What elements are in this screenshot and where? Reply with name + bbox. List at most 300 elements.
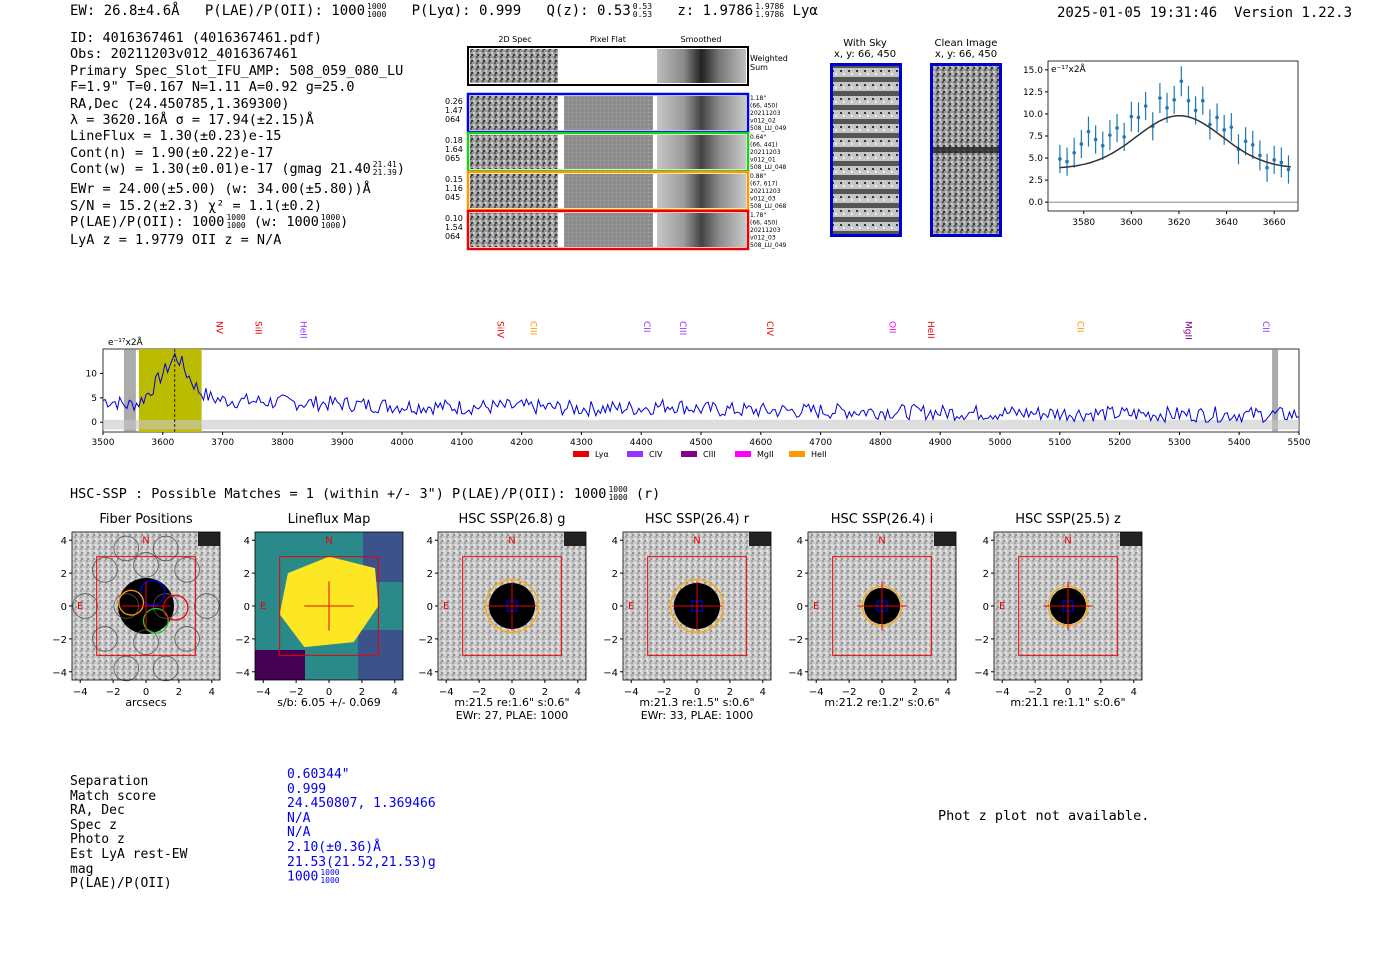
header-timestamp-block (1057, 5, 1352, 21)
y-tick-label: 0 (60, 602, 67, 613)
info-line: ID: 4016367461 (4016367461.pdf) (70, 30, 322, 46)
fiber-row-meta: 1.78" (750, 212, 767, 219)
x-tick-label: 0 (142, 687, 150, 698)
clean-image-title: Clean Image x, y: 66, 450 (934, 38, 998, 60)
clean-image (930, 63, 1002, 237)
x-tick-label: 5400 (1227, 438, 1251, 448)
y-tick-label: 2 (243, 569, 250, 581)
data-point (1115, 126, 1119, 130)
fiber-row-meta: 508_LU_049 (750, 242, 787, 249)
stamp-title: HSC SSP(26.8) g (458, 512, 566, 527)
stamp-image (416, 530, 594, 698)
stamp-caption (778, 696, 986, 709)
data-point (1058, 157, 1062, 161)
fiber-row-stat: 1.54 (445, 223, 463, 232)
fiber-2d-spec (470, 135, 558, 169)
fiber-smoothed (657, 213, 746, 247)
stamp-image (233, 530, 411, 698)
stamp-caption-line: m:21.2 re:1.2" s:0.6" (824, 696, 940, 709)
stamp-caption-line: m:21.3 re:1.5" s:0.6" (639, 696, 755, 709)
x-tick-label: 3660 (1262, 218, 1286, 228)
spectral-line-label: SiII (252, 321, 263, 335)
x-tick-label: 4700 (809, 438, 833, 448)
y-tick-label: 12.5 (1022, 87, 1043, 98)
x-tick-label: 4 (208, 687, 215, 698)
masked-region (124, 349, 136, 432)
y-tick-label: 2 (796, 569, 803, 581)
north-label: N (1064, 535, 1072, 547)
spectral-line-label: HeII (925, 321, 936, 339)
header-plya: P(Lyα): 0.999 (411, 3, 522, 19)
x-tick-label: 0 (878, 687, 886, 698)
fiber-row-meta: 1.18" (750, 95, 767, 102)
y-tick-label: 0 (796, 602, 803, 613)
x-tick-label: 4100 (450, 438, 474, 448)
weighted-sum-row (468, 47, 788, 85)
y-tick-label: 0 (91, 418, 97, 429)
fiber-row-meta: 20211203 (750, 110, 781, 117)
fiber-row-meta: 20211203 (750, 188, 781, 195)
data-point (1172, 98, 1176, 102)
fiber-row-meta: 508_LU_048 (750, 164, 787, 171)
info-line: RA,Dec (24.450785,1.369300) (70, 95, 290, 112)
info-line: Primary Spec_Slot_IFU_AMP: 508_059_080_LU (70, 62, 404, 79)
spectral-line-label: NV (213, 321, 224, 334)
x-tick-label: 4000 (390, 438, 414, 448)
fiber-row-meta: v012_03 (750, 234, 776, 242)
legend-swatch (681, 451, 697, 457)
stamp-title: HSC SSP(25.5) z (1015, 512, 1121, 527)
y-tick-label: 0 (982, 602, 989, 613)
data-point (1087, 130, 1091, 134)
info-contw: Cont(w) = 1.30(±0.01)e-17 (gmag 21.40 21.41 21.39 ) (70, 160, 405, 178)
info-plae: P(LAE)/P(OII): 1000 1000 1000 (w: 1000 1000 1000 ) (70, 212, 349, 230)
match-labels (70, 774, 187, 891)
x-tick-label: 3600 (1119, 218, 1143, 228)
match-value: N/A (287, 825, 311, 841)
y-tick-label: −2 (235, 634, 250, 646)
info-line: LineFlux = 1.30(±0.23)e-15 (70, 128, 282, 145)
data-point (1094, 138, 1098, 142)
data-point (1137, 116, 1141, 120)
data-point (1158, 96, 1162, 100)
x-tick-label: 5500 (1287, 438, 1311, 448)
data-point (1165, 106, 1169, 110)
fiber-row-meta: 0.64" (750, 134, 767, 141)
x-tick-label: 0 (693, 687, 701, 698)
x-tick-label: 4200 (510, 438, 534, 448)
y-tick-label: −2 (788, 634, 803, 646)
fiber-row-stat: 064 (445, 115, 461, 124)
fiber-row-meta: 508_LU_049 (750, 125, 787, 132)
stamp-corner-source (749, 532, 771, 546)
line-fit-frame (1048, 61, 1298, 211)
north-label: N (508, 535, 516, 547)
stamp-title: HSC SSP(26.4) i (830, 512, 934, 527)
x-tick-label: 3580 (1072, 218, 1096, 228)
north-label: N (325, 535, 333, 547)
data-point (1130, 115, 1134, 119)
stamp-caption-line: m:21.1 re:1.1" s:0.6" (1010, 696, 1126, 709)
header-plae-frac: 1000 1000 (367, 2, 387, 19)
stamp-caption-line: s/b: 6.05 +/- 0.069 (277, 696, 381, 709)
y-tick-label: −2 (974, 634, 989, 646)
data-point (1144, 104, 1148, 108)
data-point (1287, 168, 1291, 172)
fiber-row-stat: 064 (445, 232, 461, 241)
fiber-2d-spec (470, 174, 558, 208)
spectral-line-label: CIII (527, 321, 538, 336)
x-tick-label: 3500 (91, 438, 115, 448)
y-tick-label: 4 (60, 536, 67, 548)
x-tick-label: 5300 (1167, 438, 1191, 448)
y-tick-label: 5 (91, 393, 97, 404)
stamp-image (601, 530, 779, 698)
data-point (1222, 128, 1226, 132)
match-label: mag (70, 861, 94, 877)
fiber-row-meta: v012_02 (750, 117, 776, 125)
fiber-pixel-flat (564, 213, 653, 247)
match-value: 24.450807, 1.369466 (287, 796, 436, 812)
with-sky-image (830, 63, 902, 237)
stamp-caption (42, 696, 250, 709)
spectrum-frame (103, 349, 1299, 432)
stamp-title: Fiber Positions (99, 512, 193, 527)
y-tick-label: −4 (974, 667, 989, 679)
y-tick-label: 7.5 (1028, 132, 1043, 142)
header-z-frac: 1.9786 1.9786 (755, 2, 785, 19)
x-tick-label: 0 (325, 687, 333, 698)
spectral-line-label: CII (641, 321, 652, 333)
x-tick-label: 4400 (629, 438, 653, 448)
info-line: Cont(n) = 1.90(±0.22)e-17 (70, 144, 274, 161)
fiber-row-stat: 065 (445, 154, 461, 163)
y-tick-label: 2 (982, 569, 989, 581)
spectral-line-label: SiIV (494, 321, 505, 339)
fiber-2d-spec (470, 213, 558, 247)
info-sn: S/N = 15.2(±2.3) χ² = 1.1(±0.2) (70, 197, 322, 214)
x-tick-label: −2 (105, 687, 121, 698)
data-point (1180, 79, 1184, 83)
x-tick-label: 4 (759, 687, 766, 698)
fiber-row (445, 172, 787, 210)
x-tick-label: −4 (994, 687, 1010, 698)
x-tick-label: 2 (541, 687, 549, 698)
data-point (1065, 160, 1069, 164)
data-point (1230, 125, 1234, 129)
with-sky-title: With Sky x, y: 66, 450 (833, 38, 897, 60)
spectral-line-label: CII (1260, 321, 1271, 333)
east-label: E (260, 601, 267, 612)
info-line: F=1.9" T=0.167 N=1.11 A=0.92 g=25.0 (70, 79, 355, 96)
x-tick-label: −4 (72, 687, 88, 698)
data-point (1265, 166, 1269, 170)
masked-region (1272, 349, 1278, 432)
data-point (1080, 142, 1084, 146)
east-label: E (999, 601, 1006, 612)
stamp-corner-source (564, 532, 586, 546)
spectral-line-label: OII (886, 321, 897, 334)
legend-label: Lyα (595, 450, 609, 459)
x-tick-label: −2 (471, 687, 487, 698)
legend-swatch (789, 451, 805, 457)
fiber-row-meta: (66, 450) (750, 102, 778, 110)
x-tick-label: 4 (574, 687, 581, 698)
y-tick-label: −4 (52, 667, 67, 679)
stamp-corner-source (934, 532, 956, 546)
header-plae: P(LAE)/P(OII): 1000 (204, 3, 366, 19)
sky-band (103, 420, 1299, 430)
info-ewr: EWr = 24.00(±5.00) (w: 34.00(±5.80))Å (70, 181, 371, 198)
line-fit-chart (1010, 55, 1330, 235)
x-tick-label: 2 (175, 687, 183, 698)
fiber-row-meta: v012_03 (750, 195, 776, 203)
x-tick-label: −4 (255, 687, 271, 698)
weighted-sum-label: Weighted (750, 54, 788, 63)
stamp-caption-line: m:21.5 re:1.6" s:0.6" (454, 696, 570, 709)
data-point (1280, 161, 1284, 165)
match-value: 21.53(21.52,21.53)g (287, 854, 436, 870)
stamp-image (972, 530, 1150, 698)
data-point (1258, 154, 1262, 158)
emission-highlight (139, 349, 202, 432)
legend-swatch (627, 451, 643, 457)
x-tick-label: 3620 (1167, 218, 1191, 228)
x-tick-label: 3640 (1215, 218, 1239, 228)
fiber-row-stat: 0.10 (445, 214, 463, 223)
stamp-title: HSC SSP(26.4) r (644, 512, 750, 527)
x-tick-label: −2 (656, 687, 672, 698)
stamp-caption (593, 696, 801, 722)
match-value: N/A (287, 810, 311, 826)
spectral-line-label: CIV (763, 321, 774, 337)
match-label: Separation (70, 774, 149, 789)
legend-label: CIII (703, 450, 716, 459)
spectral-line-label: MgII (1182, 321, 1193, 340)
data-point (1101, 144, 1105, 148)
fiber-row-stat: 045 (445, 193, 461, 202)
data-point (1187, 99, 1191, 103)
stamp-title: Lineflux Map (287, 512, 371, 527)
match-values (287, 767, 436, 884)
match-value: 0.60344" (287, 767, 350, 782)
col-title-pixel-flat: Pixel Flat (590, 35, 626, 44)
data-point (1194, 109, 1198, 113)
y-tick-label: 2 (60, 569, 67, 581)
x-tick-label: 2 (358, 687, 366, 698)
stamp-caption (225, 696, 433, 709)
x-tick-label: 0 (1064, 687, 1072, 698)
data-point (1108, 133, 1112, 137)
fiber-row-meta: (67, 617) (750, 180, 778, 188)
y-tick-label: 10 (85, 369, 97, 380)
data-point (1122, 135, 1126, 139)
col-title-smoothed: Smoothed (680, 35, 722, 44)
header-summary (70, 3, 818, 19)
stamp-caption (964, 696, 1172, 709)
fiber-row (445, 94, 787, 132)
stamp-corner-source (198, 532, 220, 546)
legend-swatch (573, 451, 589, 457)
x-tick-label: −4 (623, 687, 639, 698)
spectral-line-label: CIII (677, 321, 688, 336)
x-tick-label: 4 (944, 687, 951, 698)
data-point (1201, 99, 1205, 103)
hsc-match-summary: HSC-SSP : Possible Matches = 1 (within +/- 3") P(LAE)/P(OII): 1000 1000 1000 (r) (70, 485, 661, 502)
x-tick-label: 3600 (151, 438, 175, 448)
y-tick-label: 10.0 (1022, 109, 1043, 120)
match-label: Photo z (70, 832, 125, 848)
full-spectrum-chart (60, 315, 1320, 465)
y-tick-label: 4 (982, 536, 989, 548)
x-tick-label: 3800 (270, 438, 294, 448)
x-tick-label: 5100 (1048, 438, 1072, 448)
y-tick-label: 0 (426, 602, 433, 613)
y-tick-label: −4 (418, 667, 433, 679)
info-line: Obs: 20211203v012_4016367461 (70, 46, 298, 63)
x-tick-label: −4 (808, 687, 824, 698)
fiber-pixel-flat (564, 135, 653, 169)
fiber-row-stat: 1.47 (445, 106, 463, 115)
info-line: λ = 3620.16Å σ = 17.94(±2.15)Å (70, 111, 314, 128)
header-qz-frac: 0.53 0.53 (632, 2, 653, 19)
match-label: RA, Dec (70, 803, 125, 819)
east-label: E (628, 601, 635, 612)
fiber-row-meta: (66, 441) (750, 141, 778, 149)
fiber-row-stat: 1.16 (445, 184, 463, 193)
stamp-image (786, 530, 964, 698)
y-tick-label: 0.0 (1028, 198, 1043, 209)
x-tick-label: 4800 (868, 438, 892, 448)
x-tick-label: −4 (438, 687, 454, 698)
x-tick-label: −2 (288, 687, 304, 698)
match-value: 1000 1000 1000 (287, 868, 340, 886)
x-tick-label: 2 (1097, 687, 1105, 698)
y-unit-label: e⁻¹⁷x2Å (1051, 65, 1086, 75)
fiber-row-stat: 0.26 (445, 97, 463, 106)
fiber-row-meta: v012_01 (750, 156, 776, 164)
stamp-corner-source (1120, 532, 1142, 546)
y-tick-label: 15.0 (1022, 65, 1043, 76)
x-tick-label: 4500 (689, 438, 713, 448)
photz-note: Phot z plot not available. (938, 808, 1150, 824)
y-tick-label: 4 (243, 536, 250, 548)
y-tick-label: 4 (426, 536, 433, 548)
legend-swatch (735, 451, 751, 457)
x-tick-label: 4 (391, 687, 398, 698)
stamp-caption (408, 696, 616, 722)
data-point (1208, 123, 1212, 127)
y-tick-label: 4 (796, 536, 803, 548)
x-tick-label: 4 (1130, 687, 1137, 698)
fiber-row-meta: 508_LU_068 (750, 203, 787, 210)
fiber-pixel-flat (564, 174, 653, 208)
x-tick-label: 5200 (1108, 438, 1132, 448)
y-tick-label: 2 (426, 569, 433, 581)
match-label: P(LAE)/P(OII) (70, 876, 172, 892)
spectral-line-label: CII (1074, 321, 1085, 333)
header-ew: EW: 26.8±4.6Å (70, 3, 180, 19)
x-tick-label: 0 (508, 687, 516, 698)
header-timestamp: 2025-01-05 19:31:46 (1057, 5, 1218, 21)
y-tick-label: −4 (235, 667, 250, 679)
x-tick-label: −2 (1027, 687, 1043, 698)
east-label: E (813, 601, 820, 612)
y-tick-label: −4 (788, 667, 803, 679)
north-label: N (142, 535, 150, 547)
y-tick-label: 2.5 (1028, 176, 1043, 187)
legend-label: CIV (649, 450, 663, 459)
x-tick-label: 3700 (211, 438, 235, 448)
fiber-row-meta: (66, 450) (750, 219, 778, 227)
y-tick-label: −4 (603, 667, 618, 679)
data-point (1215, 116, 1219, 120)
fiber-row-stat: 0.18 (445, 136, 463, 145)
fiber-row (445, 133, 787, 171)
col-title-2d-spec: 2D Spec (498, 35, 532, 44)
y-tick-label: 0 (611, 602, 618, 613)
fiber-spectra-panel (440, 32, 810, 257)
x-tick-label: 5000 (988, 438, 1012, 448)
weighted-sum-label-2: Sum (750, 63, 768, 72)
data-point (1244, 139, 1248, 143)
x-tick-label: 4900 (928, 438, 952, 448)
info-lya: LyA z = 1.9779 OII z = N/A (70, 231, 282, 248)
match-label: Est LyA rest-EW (70, 846, 188, 862)
east-label: E (443, 601, 450, 612)
header-z: z: 1.9786 (677, 3, 754, 19)
data-point (1272, 158, 1276, 162)
x-tick-label: 2 (726, 687, 734, 698)
detection-info (70, 30, 405, 248)
legend-label: HeII (811, 450, 827, 459)
y-tick-label: 0 (243, 602, 250, 613)
north-label: N (878, 535, 886, 547)
x-tick-label: −2 (841, 687, 857, 698)
stamp-caption-line: arcsecs (125, 696, 167, 709)
y-tick-label: −2 (603, 634, 618, 646)
fiber-smoothed (657, 96, 746, 130)
y-tick-label: 5.0 (1028, 154, 1043, 165)
x-tick-label: 4600 (749, 438, 773, 448)
fiber-row (445, 211, 787, 249)
match-value: 0.999 (287, 781, 327, 797)
fiber-smoothed (657, 135, 746, 169)
fiber-row-meta: 20211203 (750, 149, 781, 156)
y-unit-label: e⁻¹⁷x2Å (108, 338, 143, 348)
data-point (1072, 151, 1076, 155)
stamp-caption-line: EWr: 33, PLAE: 1000 (640, 709, 754, 722)
data-point (1251, 143, 1255, 147)
fiber-pixel-flat (564, 96, 653, 130)
header-qz: Q(z): 0.53 (546, 3, 631, 19)
match-value: 2.10(±0.36)Å (287, 839, 381, 855)
x-tick-label: 4300 (569, 438, 593, 448)
match-label: Match score (70, 788, 157, 804)
stamp-caption-line: EWr: 27, PLAE: 1000 (455, 709, 569, 722)
legend-label: MgII (757, 450, 774, 459)
x-tick-label: 3900 (330, 438, 354, 448)
y-tick-label: 2 (611, 569, 618, 581)
spectral-line-label: HeII (297, 321, 308, 339)
fiber-row-stat: 1.64 (445, 145, 463, 154)
header-version: Version 1.22.3 (1234, 5, 1353, 21)
fiber-row-meta: 0.88" (750, 173, 767, 180)
fiber-2d-spec (470, 96, 558, 130)
north-label: N (693, 535, 701, 547)
fiber-smoothed (657, 174, 746, 208)
east-label: E (77, 601, 84, 612)
